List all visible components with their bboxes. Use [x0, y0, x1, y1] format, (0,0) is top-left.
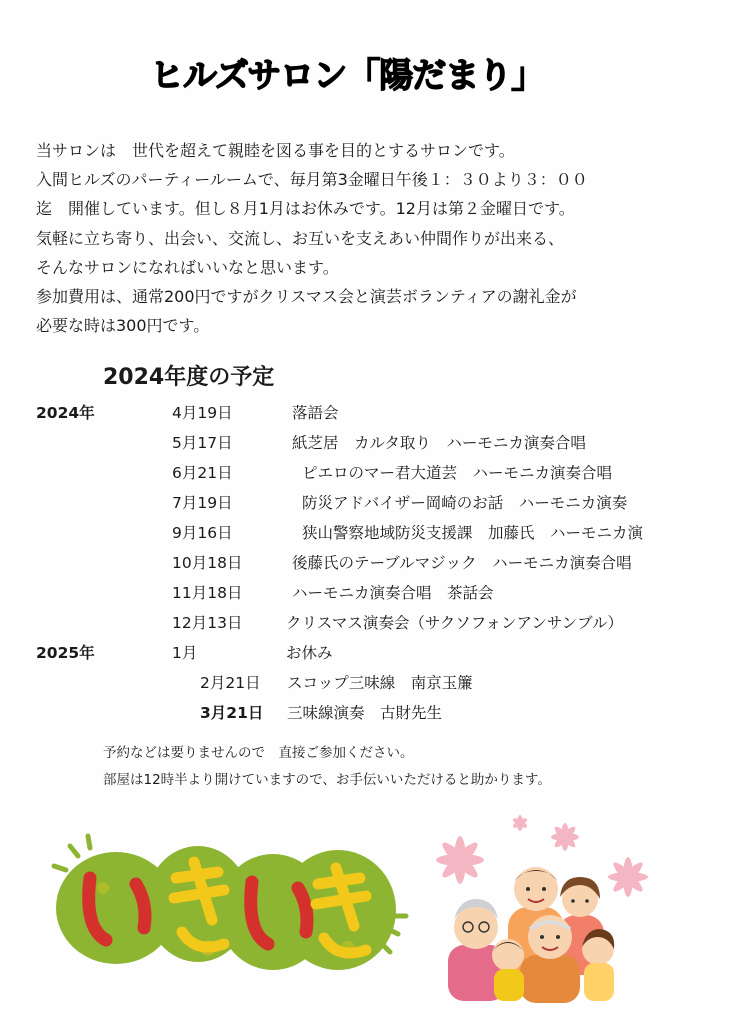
schedule-date: 5月17日	[172, 434, 233, 452]
ikiiki-logo	[48, 828, 418, 988]
note-line: 予約などは要りませんので 直接ご参加ください。	[103, 745, 414, 761]
schedule-date: 4月19日	[172, 404, 233, 422]
intro-line: 参加費用は、通常200円ですがクリスマス会と演芸ボランティアの謝礼金が	[36, 287, 577, 307]
schedule-event: 狭山警察地域防災支援課 加藤氏 ハーモニカ演	[302, 524, 644, 542]
notes	[103, 740, 551, 794]
schedule-year: 2024年	[36, 404, 95, 422]
intro-line: そんなサロンになればいいなと思います。	[36, 257, 339, 277]
schedule-event: 防災アドバイザー岡崎のお話 ハーモニカ演奏	[302, 494, 628, 512]
schedule-event: スコップ三味線 南京玉簾	[287, 674, 473, 692]
intro-line: 必要な時は300円です。	[36, 316, 210, 336]
intro-line: 迄 開催しています。但し８月1月はお休みです。12月は第２金曜日です。	[36, 199, 575, 219]
schedule-event: ピエロのマー君大道芸 ハーモニカ演奏合唱	[302, 464, 613, 482]
schedule-event: お休み	[286, 644, 333, 662]
schedule-date: 3月21日	[200, 704, 264, 722]
intro-line: 気軽に立ち寄り、出会い、交流し、お互いを支えあい仲間作りが出来る、	[36, 228, 565, 248]
schedule-event: ハーモニカ演奏合唱 茶話会	[292, 584, 494, 602]
schedule-event: 後藤氏のテーブルマジック ハーモニカ演奏合唱	[292, 554, 632, 572]
page-title: ヒルズサロン「陽だまり」	[150, 56, 545, 96]
schedule-date: 11月18日	[172, 584, 243, 602]
schedule-date: 10月18日	[172, 554, 243, 572]
schedule-date: 9月16日	[172, 524, 233, 542]
schedule-date: 2月21日	[200, 674, 261, 692]
schedule-date: 6月21日	[172, 464, 233, 482]
intro-line: 当サロンは 世代を超えて親睦を図る事を目的とするサロンです。	[36, 141, 515, 160]
note-line: 部屋は12時半より開けていますので、お手伝いいただけると助かります。	[103, 772, 551, 788]
schedule-event: 紙芝居 カルタ取り ハーモニカ演奏合唱	[292, 434, 586, 452]
intro-line: 入間ヒルズのパーティールームで、毎月第3金曜日午後１：３０より３：００	[36, 170, 588, 190]
schedule-date: 12月13日	[172, 614, 243, 632]
schedule-heading: 2024年度の予定	[103, 365, 275, 390]
schedule-date: 1月	[172, 644, 198, 662]
schedule-event: 三味線演奏 古財先生	[287, 704, 443, 722]
family-illustration	[420, 815, 660, 1005]
schedule-date: 7月19日	[172, 494, 233, 512]
schedule-year: 2025年	[36, 644, 95, 662]
schedule-event: クリスマス演奏会（サクソフォンアンサンブル）	[286, 614, 623, 632]
schedule-event: 落語会	[292, 404, 339, 422]
intro-text	[36, 136, 588, 340]
